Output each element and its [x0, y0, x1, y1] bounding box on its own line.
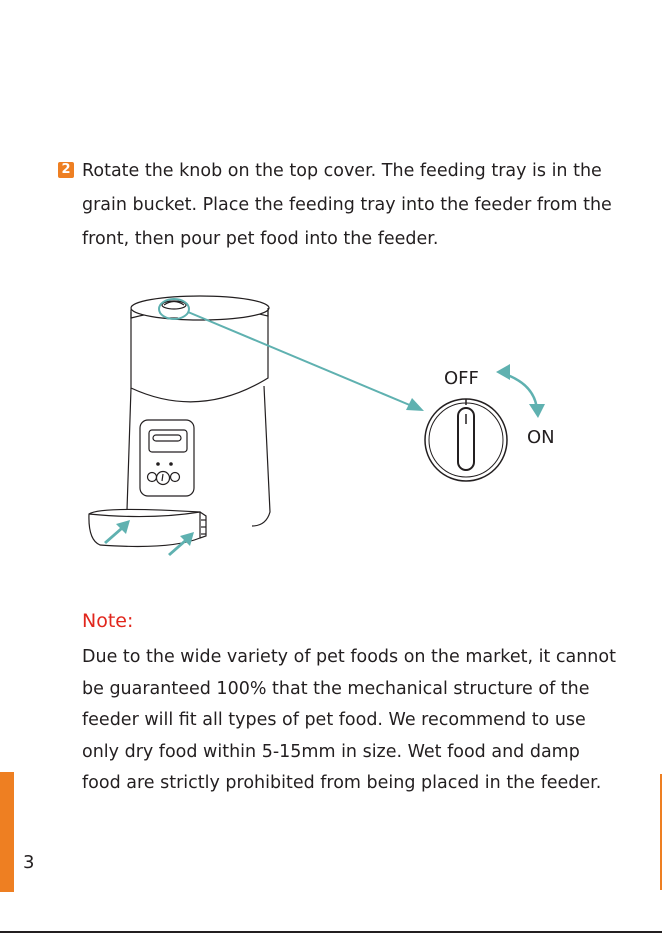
page-edge-marker	[0, 772, 14, 892]
page-number: 3	[23, 852, 35, 873]
feeder-body	[89, 296, 270, 546]
step-text: Rotate the knob on the top cover. The feeding tray is in the grain bucket. Place the feeding tray into the feeder from the front, then pour pet food into the feeder.	[82, 161, 612, 249]
dial-off-label: OFF	[444, 368, 479, 389]
knob-callout	[159, 299, 412, 406]
note-section	[82, 604, 642, 800]
step-number-badge: 2	[58, 162, 74, 178]
note-text: Due to the wide variety of pet foods on the market, it cannot be guaranteed 100% that the mechanical structure of the feeder will fit all types of pet food. We recommend to use only dry food within 5-15mm in size. Wet food and damp food are strictly prohibited from being placed in the feeder.	[82, 647, 616, 793]
dial-on-label: ON	[527, 427, 555, 448]
knob-dial	[425, 399, 507, 481]
note-title: Note:	[82, 610, 134, 632]
rotation-arrow	[496, 364, 545, 418]
